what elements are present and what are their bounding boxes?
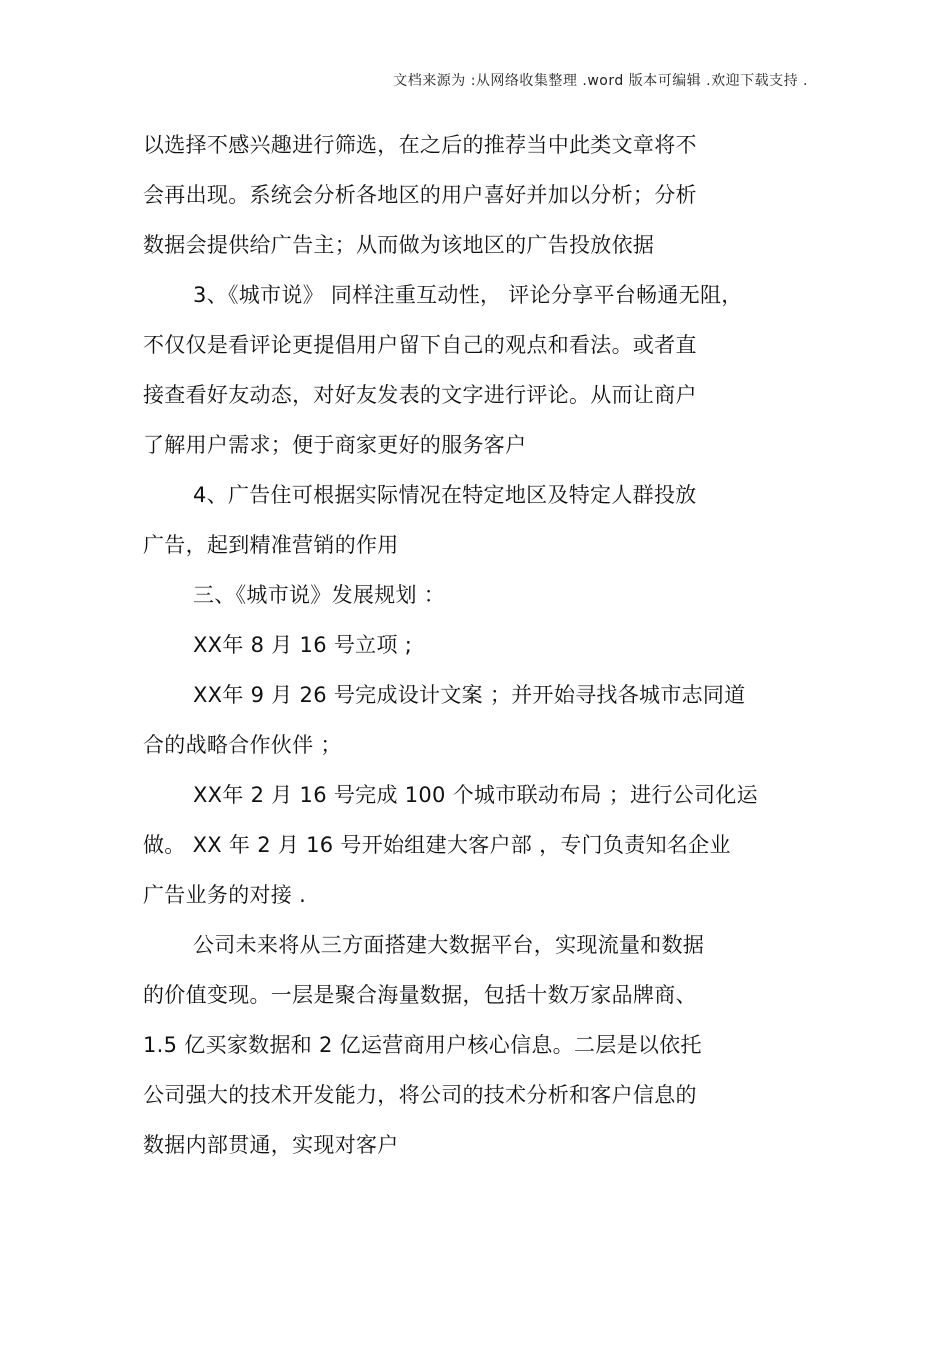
source-header-note: 文档来源为 :从网络收集整理 .word 版本可编辑 .欢迎下载支持 . xyxy=(393,73,808,89)
text-line: 接查看好友动态，对好友发表的文字进行评论。从而让商户 xyxy=(143,383,697,407)
text-line: 以选择不感兴趣进行筛选，在之后的推荐当中此类文章将不 xyxy=(143,133,697,157)
text-line: 会再出现。系统会分析各地区的用户喜好并加以分析；分析 xyxy=(143,183,697,207)
text-line: 广告业务的对接 . xyxy=(143,883,307,907)
text-line: 3、《城市说》 同样注重互动性， 评论分享平台畅通无阻， xyxy=(193,283,743,307)
text-line: 做。 XX 年 2 月 16 号开始组建大客户部 ，专门负责知名企业 xyxy=(143,833,731,857)
text-line: XX年 2 月 16 号完成 100 个城市联动布局 ；进行公司化运 xyxy=(193,783,758,807)
text-line: 4、广告住可根据实际情况在特定地区及特定人群投放 xyxy=(193,483,697,507)
text-line: 不仅仅是看评论更提倡用户留下自己的观点和看法。或者直 xyxy=(143,333,697,357)
section-heading: 三、《城市说》发展规划 ： xyxy=(193,583,446,607)
document-body xyxy=(143,120,843,1170)
text-line: 1.5 亿买家数据和 2 亿运营商用户核心信息。二层是以依托 xyxy=(143,1033,702,1057)
text-line: 的价值变现。一层是聚合海量数据，包括十数万家品牌商、 xyxy=(143,983,697,1007)
text-line: 数据会提供给广告主；从而做为该地区的广告投放依据 xyxy=(143,233,655,257)
text-line: 合的战略合作伙伴 ； xyxy=(143,733,342,757)
text-line: 数据内部贯通，实现对客户 xyxy=(143,1133,399,1157)
text-line: 公司未来将从三方面搭建大数据平台，实现流量和数据 xyxy=(193,933,705,957)
text-line: 了解用户需求；便于商家更好的服务客户 xyxy=(143,433,527,457)
text-line: 公司强大的技术开发能力，将公司的技术分析和客户信息的 xyxy=(143,1083,697,1107)
text-line: XX年 9 月 26 号完成设计文案 ；并开始寻找各城市志同道 xyxy=(193,683,746,707)
text-line: 广告，起到精准营销的作用 xyxy=(143,533,399,557)
text-line: XX年 8 月 16 号立项 ; xyxy=(193,633,413,657)
